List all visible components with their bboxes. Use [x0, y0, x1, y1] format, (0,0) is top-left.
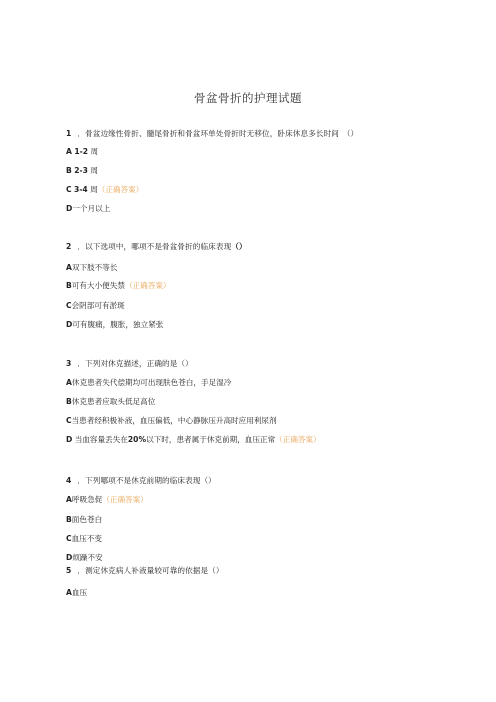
- question-text: ．骨盆边缘性骨折、髓尾骨折和骨盆环单处骨折时无移位，卧床休息多长时间 （）: [77, 129, 359, 138]
- option-2c[interactable]: C会阴部可有淤斑: [66, 301, 125, 310]
- question-4: [66, 476, 216, 486]
- question-number: 1: [66, 129, 72, 138]
- option-3c[interactable]: C当患者经积极补液，血压偏低，中心静脉压升高时应用利尿剂: [66, 416, 277, 425]
- option-2d[interactable]: D可有腹痛，腹胀，独立紧张: [66, 320, 164, 329]
- question-text: ．测定休克病人补液量较可靠的依据是（）: [77, 566, 224, 575]
- correct-answer-tag: （正确答案）: [124, 281, 171, 290]
- question-text: ．下列对休克描述，正确的是（）: [77, 359, 193, 368]
- question-number: 2: [66, 242, 72, 251]
- option-2b[interactable]: B可有大小便失禁（正确答案）: [66, 281, 171, 290]
- option-4d[interactable]: D烦躁不安: [66, 553, 103, 562]
- page-title: 骨盆骨折的护理试题: [194, 91, 302, 105]
- option-1a[interactable]: A 1-2 周: [66, 147, 99, 156]
- option-1b[interactable]: B 2-3 周: [66, 166, 98, 175]
- question-text: ．以下选项中，哪项不是骨盆骨折的临床表现: [77, 242, 232, 251]
- correct-answer-tag: （正确答案）: [275, 435, 321, 444]
- question-number: 4: [66, 476, 72, 485]
- option-3d[interactable]: D 当血容量丢失在20%以下时，患者属于休克前期，血压正常（正确答案）: [66, 435, 321, 444]
- option-1d[interactable]: D一个月以上: [66, 204, 111, 213]
- correct-answer-tag: （正确答案）: [102, 495, 148, 504]
- question-number: 3: [66, 359, 72, 368]
- option-4b[interactable]: B面色苍白: [66, 515, 103, 524]
- option-4a[interactable]: A呼吸急促（正确答案）: [66, 495, 148, 504]
- option-1c[interactable]: C 3-4 周（正确答案）: [66, 185, 144, 194]
- question-3: [66, 359, 193, 369]
- option-3a[interactable]: A休克患者失代偿期均可出现肤色苍白，手足湿冷: [66, 378, 232, 387]
- option-3b[interactable]: B休克患者应取头低足高位: [66, 397, 156, 406]
- option-4c[interactable]: C血压不变: [66, 534, 102, 543]
- question-number: 5: [66, 566, 72, 575]
- correct-answer-tag: （正确答案）: [97, 185, 144, 194]
- question-text: ．下列哪项不是休克前期的临床表现（）: [77, 476, 216, 485]
- question-1: [66, 129, 358, 139]
- question-2: 2 ．以下选项中，哪项不是骨盆骨折的临床表现（）: [66, 242, 247, 251]
- option-2a[interactable]: A双下肢不等长: [66, 263, 118, 272]
- question-5: [66, 566, 224, 576]
- option-5a[interactable]: A血压: [66, 588, 88, 597]
